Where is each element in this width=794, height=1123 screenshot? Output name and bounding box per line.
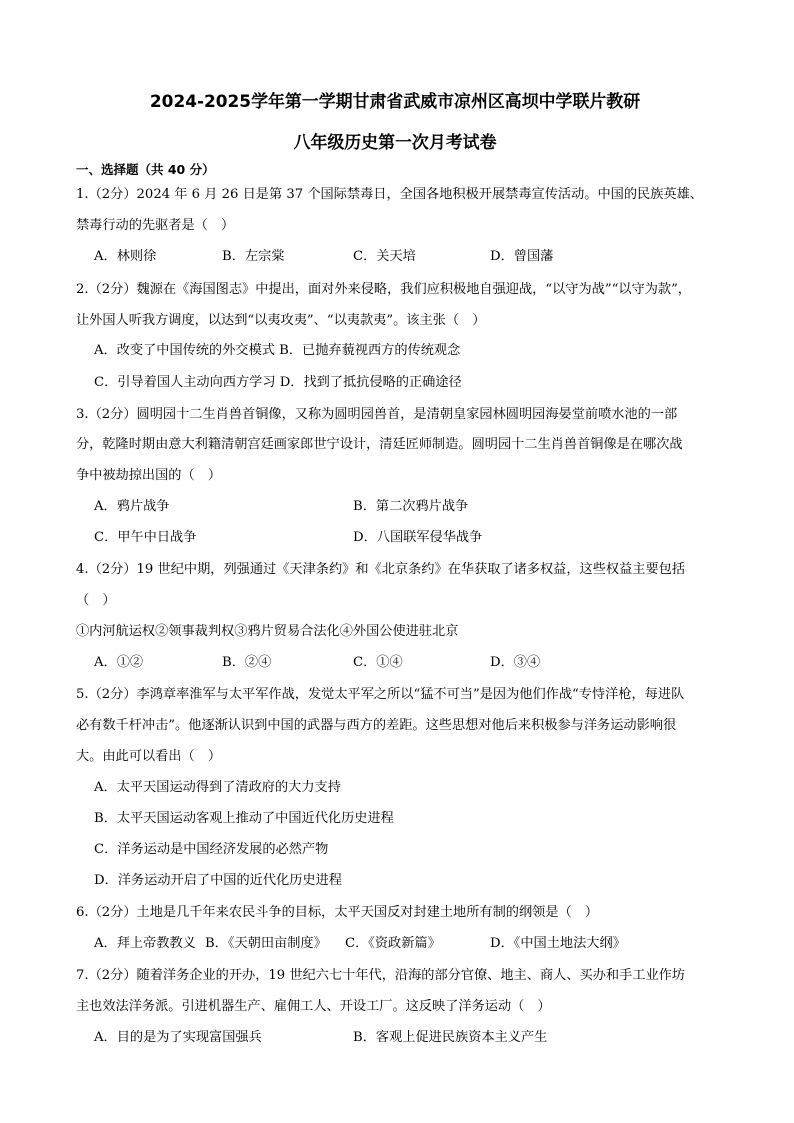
question-3-line-1: 3.（2分）圆明园十二生肖兽首铜像，又称为圆明园兽首，是清朝皇家园林圆明园海晏堂前喷水池的一部 (76, 407, 678, 422)
question-4-statement: ①内河航运权②领事裁判权③鸦片贸易合法化④外国公使进驻北京 (76, 624, 459, 639)
q3-option-c: C．甲午中日战争 (94, 530, 197, 545)
question-5-line-3: 大。由此可以看出（ ） (76, 749, 222, 764)
q1-option-d: D．曾国藩 (490, 249, 554, 264)
q5-option-a: A．太平天国运动得到了清政府的大力支持 (94, 780, 341, 795)
exam-title-line1: 2024-2025学年第一学期甘肃省武威市凉州区高坝中学联片教研 (149, 92, 641, 112)
q6-option-c: C．《资政新篇》 (345, 936, 441, 951)
q6-option-a: A．拜上帝教教义 (94, 936, 196, 951)
question-3-line-3: 争中被劫掠出国的（ ） (76, 468, 222, 483)
question-4-line-2: （ ） (76, 593, 116, 608)
q1-option-a: A．林则徐 (94, 249, 157, 264)
q5-option-c: C．洋务运动是中国经济发展的必然产物 (94, 842, 329, 857)
q6-option-d: D．《中国土地法大纲》 (490, 936, 626, 951)
q7-option-a: A．目的是为了实现富国强兵 (94, 1030, 262, 1045)
question-7-line-2: 主也效法洋务派。引进机器生产、雇佣工人、开设工厂。这反映了洋务运动（ ） (76, 999, 551, 1014)
q6-option-b: B．《天朝田亩制度》 (205, 936, 327, 951)
q1-option-c: C．关天培 (353, 249, 416, 264)
q4-option-d: D．③④ (490, 655, 541, 670)
q4-option-a: A．①② (94, 655, 144, 670)
q3-option-d: D．八国联军侵华战争 (353, 530, 483, 545)
question-2-line-1: 2.（2分）魏源在《海国图志》中提出，面对外来侵略，我们应积极地自强迎战，“以守为战”“以守为款”， (76, 282, 691, 297)
q1-option-b: B．左宗棠 (222, 249, 285, 264)
q2-options-row-2: C．引导着国人主动向西方学习 D．找到了抵抗侵略的正确途径 (94, 375, 462, 390)
question-5-line-1: 5.（2分）李鸿章率淮军与太平军作战，发觉太平军之所以“猛不可当”是因为他们作战“专恃洋枪，每进队 (76, 687, 685, 702)
q5-option-b: B．太平天国运动客观上推动了中国近代化历史进程 (94, 811, 394, 826)
q3-option-b: B．第二次鸦片战争 (353, 499, 469, 514)
question-6-line-1: 6.（2分）土地是几千年来农民斗争的目标，太平天国反对封建土地所有制的纲领是（ ） (76, 905, 599, 920)
question-3-line-2: 分，乾隆时期由意大利籍清朝宫廷画家郎世宁设计，清廷匠师制造。圆明园十二生肖兽首铜像是在哪次战 (76, 437, 683, 452)
q3-option-a: A．鸦片战争 (94, 499, 170, 514)
question-4-line-1: 4.（2分）19 世纪中期，列强通过《天津条约》和《北京条约》在华获取了诸多权益，这些权益主要包括 (76, 562, 686, 577)
question-1-line-1: 1.（2分）2024 年 6 月 26 日是第 37 个国际禁毒日，全国各地积极开展禁毒宣传活动。中国的民族英雄、 (76, 187, 703, 202)
exam-title-line2: 八年级历史第一次月考试卷 (293, 133, 497, 153)
section-heading: 一、选择题（共 40 分） (76, 162, 215, 177)
q2-options-row-1: A．改变了中国传统的外交模式 B．已抛弃藐视西方的传统观念 (94, 343, 461, 358)
question-7-line-1: 7.（2分）随着洋务企业的开办，19 世纪六七十年代，沿海的部分官僚、地主、商人、买办和手工业作坊 (76, 968, 686, 983)
q5-option-d: D．洋务运动开启了中国的近代化历史进程 (94, 873, 342, 888)
q4-option-c: C．①④ (353, 655, 403, 670)
q4-option-b: B．②④ (222, 655, 272, 670)
question-1-line-2: 禁毒行动的先驱者是（ ） (76, 218, 235, 233)
q7-option-b: B．客观上促进民族资本主义产生 (353, 1030, 548, 1045)
question-5-line-2: 必有数千杆冲击”。他逐渐认识到中国的武器与西方的差距。这些思想对他后来积极参与洋务运动影响很 (76, 718, 677, 733)
question-2-line-2: 让外国人听我方调度，以达到“以夷攻夷”、“以夷款夷”。该主张（ ） (76, 313, 486, 328)
